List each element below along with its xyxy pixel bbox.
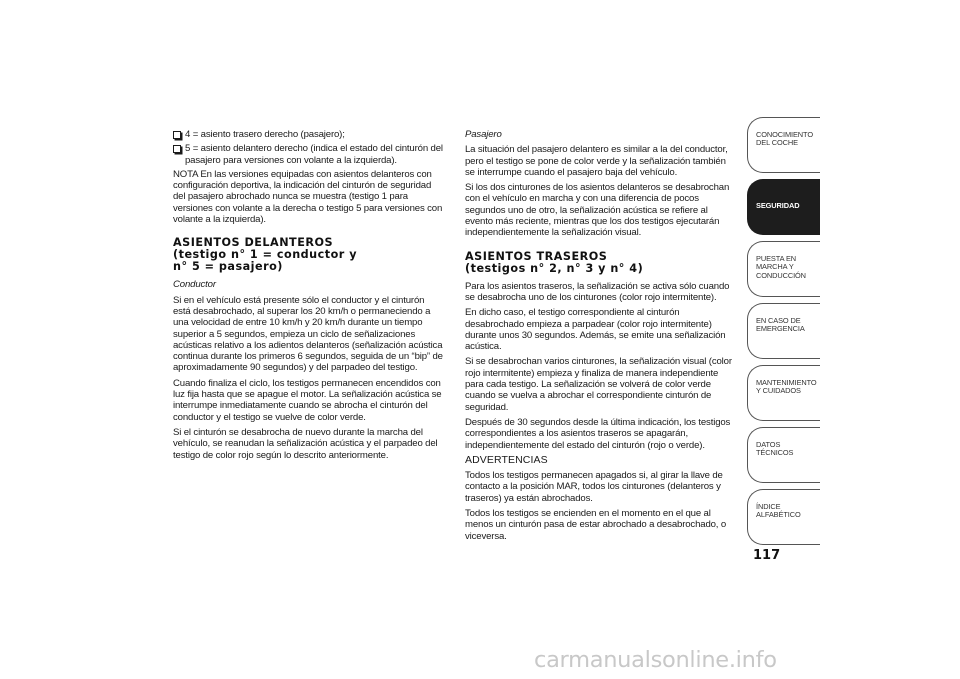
paragraph: Si en el vehículo está presente sólo el conductor y el cinturón está desabrochado, al superar los 20 km/h o permaneciendo a una velocidad de entre 10 km/h y 20 km/h durante un tiempo superior a 5 segundos, empieza un ciclo de señalizaciones acústicas relativo a los adientos delanteros (señalización acústica continua durante los primeros 6 segundos, seguida de un “bip” de aproximadamente 90 segundos) y del parpadeo del testigo. (173, 294, 443, 374)
tab-emergencia[interactable]: EN CASO DE EMERGENCIA (747, 303, 820, 359)
subheading-passenger: Pasajero (465, 129, 502, 140)
warnings-title: ADVERTENCIAS (465, 453, 548, 466)
tab-datos-tecnicos[interactable]: DATOS TÉCNICOS (747, 427, 820, 483)
bullet-text: 4 = asiento trasero derecho (pasajero); (185, 129, 345, 140)
chapter-tabs (747, 117, 820, 551)
checkbox-bullet-icon (173, 131, 181, 139)
paragraph: En dicho caso, el testigo correspondiente al cinturón desabrochado empieza a parpadear (color rojo intermitente) durante unos 30 segundos. Además, se emite una señalización acústica. (465, 307, 726, 353)
list-item (173, 129, 443, 140)
subheading-driver: Conductor (173, 279, 216, 291)
paragraph: Para los asientos traseros, la señalización se activa sólo cuando se desabrocha uno de los cinturones (color rojo intermitente). (465, 280, 730, 303)
heading-line: ASIENTOS TRASEROS (465, 249, 608, 263)
paragraph: Cuando finaliza el ciclo, los testigos permanecen encendidos con luz fija hasta que se apague el motor. La señalización acústica se interrumpe inmediatamente cuando se abrocha el cinturón del conductor y el testigo se vuelve de color verde. (173, 377, 442, 423)
page-number: 117 (753, 548, 781, 563)
tab-conocimiento[interactable]: CONOCIMIENTO DEL COCHE (747, 117, 820, 173)
list-item (173, 143, 443, 166)
tab-indice[interactable]: ÍNDICE ALFABÉTICO (747, 489, 820, 545)
section-heading-front-seats (173, 237, 443, 273)
tab-seguridad[interactable]: SEGURIDAD (747, 179, 820, 235)
heading-line: n° 5 = pasajero) (173, 260, 283, 274)
paragraph: Todos los testigos permanecen apagados si, al girar la llave de contacto a la posición MAR, todos los cinturones (delanteros y traseros) ya están abrochados. (465, 470, 723, 504)
paragraph: Todos los testigos se encienden en el momento en el que al menos un cinturón pasa de estar abrochado a desabrochado, o viceversa. (465, 508, 727, 542)
bullet-text: 5 = asiento delantero derecho (indica el estado del cinturón del pasajero para versiones con volante a la izquierda). (185, 143, 443, 166)
tab-mantenimiento[interactable]: MANTENIMIENTO Y CUIDADOS (747, 365, 820, 421)
left-column (173, 129, 443, 465)
watermark: carmanualsonline.info (534, 647, 777, 673)
note-paragraph: NOTA En las versiones equipadas con asientos delanteros con configuración deportiva, la indicación del cinturón de seguridad del pasajero abrochado nunca se muestra (testigo 1 para versiones con volante a la derecha o testigo 5 para versiones con volante a la izquierda). (173, 168, 443, 226)
right-column (465, 129, 738, 546)
heading-line: (testigo n° 1 = conductor y (173, 248, 358, 262)
paragraph: Después de 30 segundos desde la última indicación, los testigos correspondientes a los asientos traseros se apagarán, independientemente del estado del cinturón (rojo o verde). (465, 416, 731, 451)
section-heading-rear-seats (465, 251, 738, 275)
paragraph: Si se desabrochan varios cinturones, la señalización visual (color rojo intermitente) empieza y finaliza de manera independiente para cada testigo. La señalización se volverá de color verde cuando se vuelva a abrochar el correspondiente cinturón de seguridad. (465, 356, 732, 413)
paragraph: La situación del pasajero delantero es similar a la del conductor, pero el testigo se pone de color verde y la señalización también se interrumpe cuando el pasajero baja del vehículo. (465, 144, 728, 178)
tab-puesta-en-marcha[interactable]: PUESTA EN MARCHA Y CONDUCCIÓN (747, 241, 820, 297)
checkbox-bullet-icon (173, 145, 181, 153)
heading-line: ASIENTOS DELANTEROS (173, 236, 334, 250)
paragraph: Si el cinturón se desabrocha de nuevo durante la marcha del vehículo, se reanudan la señalización acústica y el parpadeo del testigo de color rojo según lo descrito anteriormente. (173, 426, 438, 461)
heading-line: (testigos n° 2, n° 3 y n° 4) (465, 261, 644, 275)
paragraph: Si los dos cinturones de los asientos delanteros se desabrochan con el vehículo en marcha y con una diferencia de pocos segundos uno de otro, la señalización acústica se refiere al evento más reciente, mientras que los dos testigos ejecutarán independientemente la señalización visual. (465, 182, 730, 239)
